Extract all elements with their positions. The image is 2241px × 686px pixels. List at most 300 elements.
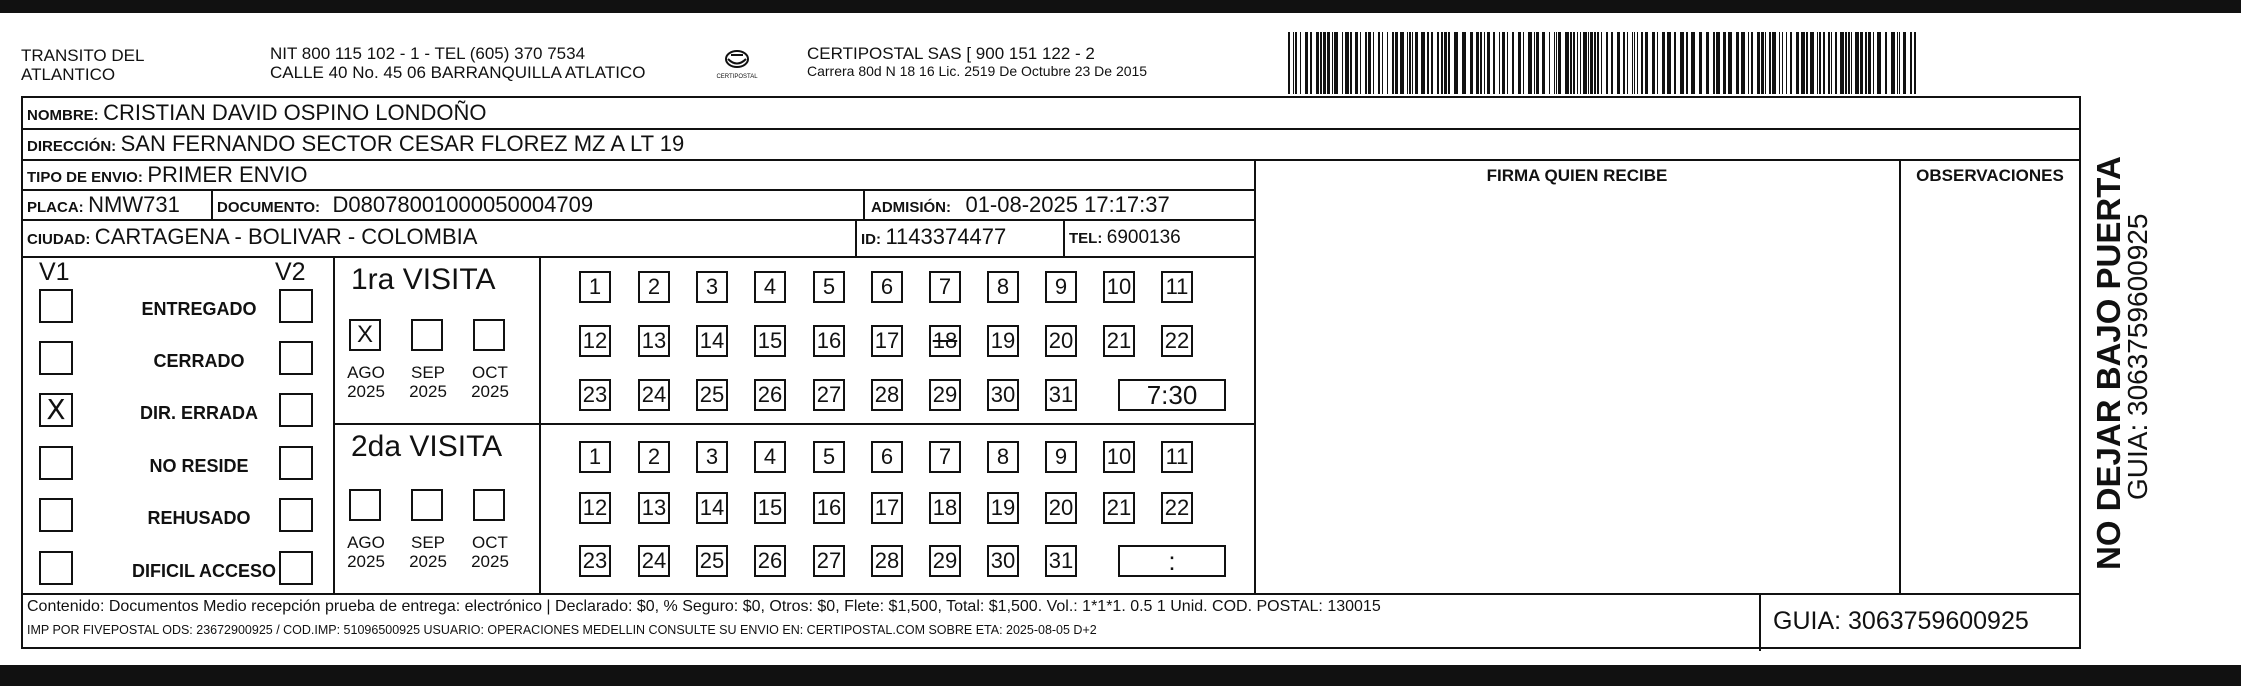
barcode-bar [1565,32,1569,94]
v1-checkbox-no-reside[interactable] [39,446,73,480]
nit-line: NIT 800 115 102 - 1 - TEL (605) 370 7534 [270,44,586,63]
barcode-bar [1470,32,1473,94]
second-visit-day-box[interactable]: 12 [579,492,611,524]
barcode-bar [1534,32,1535,94]
barcode-bar [1345,32,1349,94]
barcode-bar [1573,32,1575,94]
barcode-bar [1782,32,1783,94]
barcode-bar [1723,32,1726,94]
barcode-bar [1855,32,1859,94]
status-dir-errada: DIR. ERRADA [139,403,258,423]
month-year: 2025 [409,382,447,401]
v2-checkbox-dificil-acceso[interactable] [279,551,313,585]
rule [23,189,1254,191]
check-mark: X [46,393,66,426]
second-visit-day-box[interactable]: 23 [579,545,611,577]
barcode-bar [1378,32,1380,94]
direccion-label: DIRECCIÓN: [27,138,117,155]
first-visit-day-box[interactable]: 3 [696,271,728,303]
barcode-bar [1819,32,1821,94]
barcode-bar [1395,32,1398,94]
barcode-bar [1716,32,1720,94]
barcode-bar [1761,32,1764,94]
second-visit-day-box[interactable]: 20 [1045,492,1077,524]
barcode-bar [1851,32,1852,94]
admision-value: 01-08-2025 17:17:37 [965,192,1170,217]
barcode-bar [1310,32,1312,94]
ciudad-value: CARTAGENA - BOLIVAR - COLOMBIA [94,224,478,249]
rule [211,189,213,219]
month-name: OCT [472,363,508,382]
v2-month-box-sep[interactable] [411,489,443,521]
second-visit-day-box[interactable]: 31 [1045,545,1077,577]
rule [333,256,335,593]
barcode-bar [1790,32,1792,94]
first-visit-day-box[interactable]: 28 [871,379,903,411]
v1-checkbox-rehusado[interactable] [39,498,73,532]
barcode-bar [1652,32,1655,94]
second-visit-day-box[interactable]: 1 [579,441,611,473]
first-visit-day-box[interactable]: 20 [1045,325,1077,357]
second-visit-day-box[interactable]: 15 [754,492,786,524]
barcode-bar [1623,32,1625,94]
barcode-bar [1667,32,1671,94]
barcode-bar [1877,32,1881,94]
barcode-bar [1523,32,1524,94]
tipo-row [27,162,307,188]
second-visit-day-box[interactable]: 16 [813,492,845,524]
barcode-bar [1806,32,1808,94]
rule [23,219,1254,221]
barcode-bar [1772,32,1776,94]
v1-checkbox-cerrado[interactable] [39,341,73,375]
barcode-bar [1484,32,1485,94]
barcode-bar [1686,32,1688,94]
barcode-bar [1536,32,1539,94]
month-name: AGO [347,533,385,552]
barcode-bar [1454,32,1458,94]
documento-cell [217,192,593,218]
first-visit-day-box[interactable]: 5 [813,271,845,303]
barcode-bar [1779,32,1780,94]
tipo-label: TIPO DE ENVIO: [27,169,143,186]
first-visit-day-box[interactable]: 14 [696,325,728,357]
second-visit-time[interactable] [1118,545,1226,577]
barcode-bar [1828,32,1830,94]
second-visit-day-box[interactable]: 7 [929,441,961,473]
barcode-bar [1823,32,1825,94]
barcode-bar [1597,32,1599,94]
status-entregado: ENTREGADO [141,299,257,319]
barcode-bar [1897,32,1898,94]
first-visit-day-box[interactable]: 27 [813,379,845,411]
id-value: 1143374477 [885,224,1007,249]
side-text-block [2090,110,2166,570]
first-visit-day-box[interactable]: 4 [754,271,786,303]
observaciones-label: OBSERVACIONES [1916,166,2064,185]
v2-checkbox-cerrado[interactable] [279,341,313,375]
first-visit-day-box[interactable]: 17 [871,325,903,357]
status-cerrado: CERRADO [153,351,245,371]
direccion-value: SAN FERNANDO SECTOR CESAR FLOREZ MZ A LT 19 [120,131,685,156]
v2-month-label-sep [403,533,453,571]
barcode-bar [1570,32,1572,94]
certi-line-1: CERTIPOSTAL SAS [ 900 151 122 - 2 [807,44,1095,63]
second-visit-day-box[interactable]: 26 [754,545,786,577]
v2-label: V2 [275,258,306,286]
barcode-bar [1444,32,1447,94]
v2-checkbox-no-reside[interactable] [279,446,313,480]
barcode-bar [1765,32,1766,94]
second-visit-day-box[interactable]: 4 [754,441,786,473]
first-time-value: 7:30 [1146,380,1198,410]
barcode-bar [1556,32,1557,94]
barcode-bar [1580,32,1581,94]
second-visit-day-box[interactable]: 5 [813,441,845,473]
barcode-bar [1840,32,1844,94]
barcode-bar [1462,32,1466,94]
first-visit-day-box[interactable]: 24 [638,379,670,411]
barcode-bar [1606,32,1608,94]
second-visit-day-box[interactable]: 27 [813,545,845,577]
month-name: SEP [410,533,446,552]
footer-imp-line: IMP POR FIVEPOSTAL ODS: 23672900925 / COD.IMP: 51096500925 USUARIO: OPERACIONES MEDELLIN CONSULTE SU ENVIO EN: CERTIPOSTAL.COM SOBRE ETA: 2025-08-05 D+2 [27,623,1097,637]
barcode-bar [1412,32,1413,94]
barcode-bar [1831,32,1832,94]
barcode-bar [1885,32,1887,94]
barcode-bar [1662,32,1665,94]
status-no-reside: NO RESIDE [149,456,249,476]
barcode-bar [1645,32,1648,94]
first-visit-day-box[interactable]: 30 [987,379,1019,411]
second-visit-day-box[interactable]: 19 [987,492,1019,524]
barcode-bar [1542,32,1545,94]
barcode-bar [1493,32,1495,94]
barcode-bar [1365,32,1367,94]
tipo-value: PRIMER ENVIO [147,162,308,187]
barcode-bar [1748,32,1749,94]
ciudad-cell [27,224,477,250]
first-visit-day-box[interactable]: 2 [638,271,670,303]
barcode-bar [1583,32,1587,94]
month-year: 2025 [347,552,385,571]
barcode-bar [1554,32,1555,94]
month-name: AGO [347,363,385,382]
v2-checkbox-rehusado[interactable] [279,498,313,532]
first-visit-time[interactable] [1118,379,1226,411]
barcode-bar [1507,32,1508,94]
rule [335,423,1254,425]
month-year: 2025 [471,552,509,571]
barcode-bar [1368,32,1371,94]
first-visit-day-box[interactable]: 8 [987,271,1019,303]
placa-label: PLACA: [27,199,84,216]
barcode-bar [1480,32,1482,94]
nombre-value: CRISTIAN DAVID OSPINO LONDOÑO [103,100,487,125]
rule [1254,159,1256,593]
month-year: 2025 [409,552,447,571]
barcode-bar [1910,32,1912,94]
first-visit-day-box[interactable]: 23 [579,379,611,411]
barcode-bar [1601,32,1602,94]
first-visit-day-box[interactable]: 10 [1103,271,1135,303]
first-visit-day-box[interactable]: 21 [1103,325,1135,357]
side-warning: NO DEJAR BAJO PUERTA [2090,156,2127,570]
footer-content-line: Contenido: Documentos Medio recepción prueba de entrega: electrónico | Declarado: $0, % Seguro: $0, Otros: $0, Flete: $1,500, Total: $1,500. Vol.: 1*1*1. 0.5 1 Unid. COD. POSTAL: 130015 [27,598,1381,615]
ciudad-label: CIUDAD: [27,231,91,248]
form-frame [21,96,2081,649]
v1-label: V1 [39,258,70,286]
barcode-bar [1400,32,1404,94]
barcode-bar [1392,32,1394,94]
barcode-bar [1512,32,1514,94]
barcode [1288,32,1920,94]
barcode-bar [1796,32,1799,94]
documento-value: D08078001000050004709 [332,192,594,217]
barcode-bar [1360,32,1361,94]
barcode-bar [1295,32,1297,94]
v2-checkbox-entregado[interactable] [279,289,313,323]
second-visit-day-box[interactable]: 30 [987,545,1019,577]
v2-month-label-oct [465,533,515,571]
logo-text: CERTIPOSTAL [716,74,758,80]
barcode-bar [1728,32,1732,94]
barcode-bar [1355,32,1358,94]
address-line: CALLE 40 No. 45 06 BARRANQUILLA ATLATICO [270,63,646,82]
barcode-bar [1769,32,1771,94]
barcode-bar [1736,32,1739,94]
second-visit-day-box[interactable]: 18 [929,492,961,524]
barcode-bar [1865,32,1867,94]
barcode-bar [1835,32,1837,94]
bottom-border-band [0,665,2241,686]
second-visit-day-box[interactable]: 8 [987,441,1019,473]
month-year: 2025 [471,382,509,401]
tel-label: TEL: [1069,230,1103,247]
rule [23,128,2079,130]
first-visit-day-box[interactable]: 22 [1161,325,1193,357]
v1-month-label-oct [465,363,515,401]
barcode-bar [1699,32,1702,94]
barcode-bar [1316,32,1319,94]
id-label: ID: [861,231,881,248]
org-name [21,46,144,84]
first-visit-title: 1ra VISITA [351,263,496,296]
tel-value: 6900136 [1106,227,1181,248]
admision-cell [871,192,1170,218]
barcode-bar [1632,32,1633,94]
certipostal-info [807,44,1147,80]
second-visit-day-box[interactable]: 13 [638,492,670,524]
barcode-bar [1558,32,1561,94]
barcode-bar [1817,32,1818,94]
barcode-bar [1502,32,1505,94]
barcode-bar [1305,32,1308,94]
first-visit-day-box[interactable]: 1 [579,271,611,303]
barcode-bar [1387,32,1388,94]
second-visit-day-box[interactable]: 29 [929,545,961,577]
first-visit-day-box[interactable]: 13 [638,325,670,357]
first-visit-day-box[interactable]: 25 [696,379,728,411]
barcode-bar [1903,32,1906,94]
rule [855,219,857,256]
tel-cell [1069,227,1181,249]
first-visit-day-box[interactable]: 7 [929,271,961,303]
second-visit-day-box[interactable]: 14 [696,492,728,524]
v1-month-box-oct[interactable] [473,319,505,351]
barcode-bar [1293,32,1294,94]
barcode-bar [1441,32,1443,94]
first-visit-day-box[interactable]: 15 [754,325,786,357]
v1-checkbox-dir-errada[interactable] [39,393,73,427]
rule [539,256,541,593]
barcode-bar [1350,32,1352,94]
second-visit-day-box[interactable]: 10 [1103,441,1135,473]
top-border-band [0,0,2241,13]
org-line-2: ATLANTICO [21,65,116,84]
barcode-bar [1300,32,1301,94]
barcode-bar [1332,32,1333,94]
second-visit-day-box[interactable]: 21 [1103,492,1135,524]
v1-month-box-ago[interactable] [349,319,381,351]
barcode-bar [1323,32,1326,94]
rule [1063,219,1065,256]
barcode-bar [1427,32,1429,94]
barcode-bar [1448,32,1450,94]
placa-value: NMW731 [88,192,180,217]
id-cell [861,224,1006,250]
second-visit-title: 2da VISITA [351,430,503,463]
certi-line-2: Carrera 80d N 18 16 Lic. 2519 De Octubre 23 De 2015 [807,63,1148,79]
first-visit-day-box[interactable]: 11 [1161,271,1193,303]
second-visit-day-box[interactable]: 11 [1161,441,1193,473]
barcode-bar [1637,32,1638,94]
first-visit-day-box[interactable]: 31 [1045,379,1077,411]
rule [1759,593,1761,651]
barcode-bar [1899,32,1900,94]
barcode-bar [1641,32,1643,94]
firma-label: FIRMA QUIEN RECIBE [1486,166,1668,185]
barcode-bar [1891,32,1895,94]
side-notice [2084,110,2153,570]
placa-cell [27,192,180,218]
rule [23,256,1254,258]
barcode-bar [1409,32,1411,94]
side-guia: GUIA: 3063759600925 [2122,213,2153,500]
barcode-bar [1617,32,1620,94]
first-visit-day-box[interactable]: 29 [929,379,961,411]
barcode-bar [1487,32,1490,94]
second-visit-day-box[interactable]: 6 [871,441,903,473]
barcode-bar [1611,32,1613,94]
barcode-bar [1590,32,1593,94]
first-visit-day-box[interactable]: 6 [871,271,903,303]
barcode-bar [1860,32,1863,94]
barcode-bar [1334,32,1338,94]
barcode-bar [1786,32,1787,94]
first-visit-day-box[interactable]: 9 [1045,271,1077,303]
v1-month-box-sep[interactable] [411,319,443,351]
v2-month-box-ago[interactable] [349,489,381,521]
barcode-bar [1810,32,1814,94]
barcode-bar [1757,32,1760,94]
barcode-bar [1914,32,1916,94]
barcode-bar [1873,32,1874,94]
barcode-bar [1845,32,1847,94]
second-visit-day-box[interactable]: 3 [696,441,728,473]
first-visit-day-box[interactable]: 19 [987,325,1019,357]
v1-month-label-sep [403,363,453,401]
status-rehusado: REHUSADO [147,508,251,528]
second-time-value: : [1168,546,1176,576]
nombre-row [27,100,487,126]
second-visit-day-box[interactable]: 22 [1161,492,1193,524]
barcode-bar [1868,32,1871,94]
barcode-bar [1751,32,1753,94]
second-visit-day-box[interactable]: 24 [638,545,670,577]
month-year: 2025 [347,382,385,401]
barcode-bar [1634,32,1635,94]
first-visit-day-box[interactable]: 26 [754,379,786,411]
barcode-bar [1657,32,1658,94]
first-visit-day-box[interactable]: 16 [813,325,845,357]
second-visit-day-box[interactable]: 28 [871,545,903,577]
barcode-bar [1577,32,1578,94]
barcode-bar [1415,32,1418,94]
month-name: SEP [410,363,446,382]
status-dificil-acceso: DIFICIL ACCESO [131,561,276,581]
barcode-bar [1848,32,1850,94]
barcode-bar [1431,32,1433,94]
rule [23,159,2079,161]
barcode-bar [1288,32,1290,94]
barcode-bar [1382,32,1383,94]
rule [23,593,2079,595]
documento-label: DOCUMENTO: [217,199,321,216]
barcode-bar [1518,32,1521,94]
admision-label: ADMISIÓN: [871,199,951,216]
barcode-bar [1706,32,1709,94]
barcode-bar [1549,32,1550,94]
barcode-bar [1342,32,1343,94]
v2-month-label-ago [341,533,391,571]
barcode-bar [1437,32,1439,94]
barcode-bar [1741,32,1745,94]
v2-checkbox-dir-errada[interactable] [279,393,313,427]
v2-month-box-oct[interactable] [473,489,505,521]
v1-checkbox-entregado[interactable] [39,289,73,323]
rule [1899,159,1901,593]
first-visit-day-box[interactable]: 18 [929,325,961,357]
footer-guia: GUIA: 3063759600925 [1773,607,2029,635]
barcode-bar [1680,32,1684,94]
second-visit-day-box[interactable]: 25 [696,545,728,577]
barcode-bar [1476,32,1479,94]
barcode-bar [1320,32,1322,94]
barcode-bar [1801,32,1805,94]
second-visit-day-box[interactable]: 2 [638,441,670,473]
second-visit-day-box[interactable]: 17 [871,492,903,524]
barcode-bar [1691,32,1695,94]
barcode-bar [1373,32,1374,94]
barcode-bar [1499,32,1500,94]
first-visit-day-box[interactable]: 12 [579,325,611,357]
second-visit-day-box[interactable]: 9 [1045,441,1077,473]
barcode-bar [1594,32,1596,94]
barcode-bar [1327,32,1330,94]
org-line-1: TRANSITO DEL [21,46,145,65]
v1-checkbox-dificil-acceso[interactable] [39,551,73,585]
